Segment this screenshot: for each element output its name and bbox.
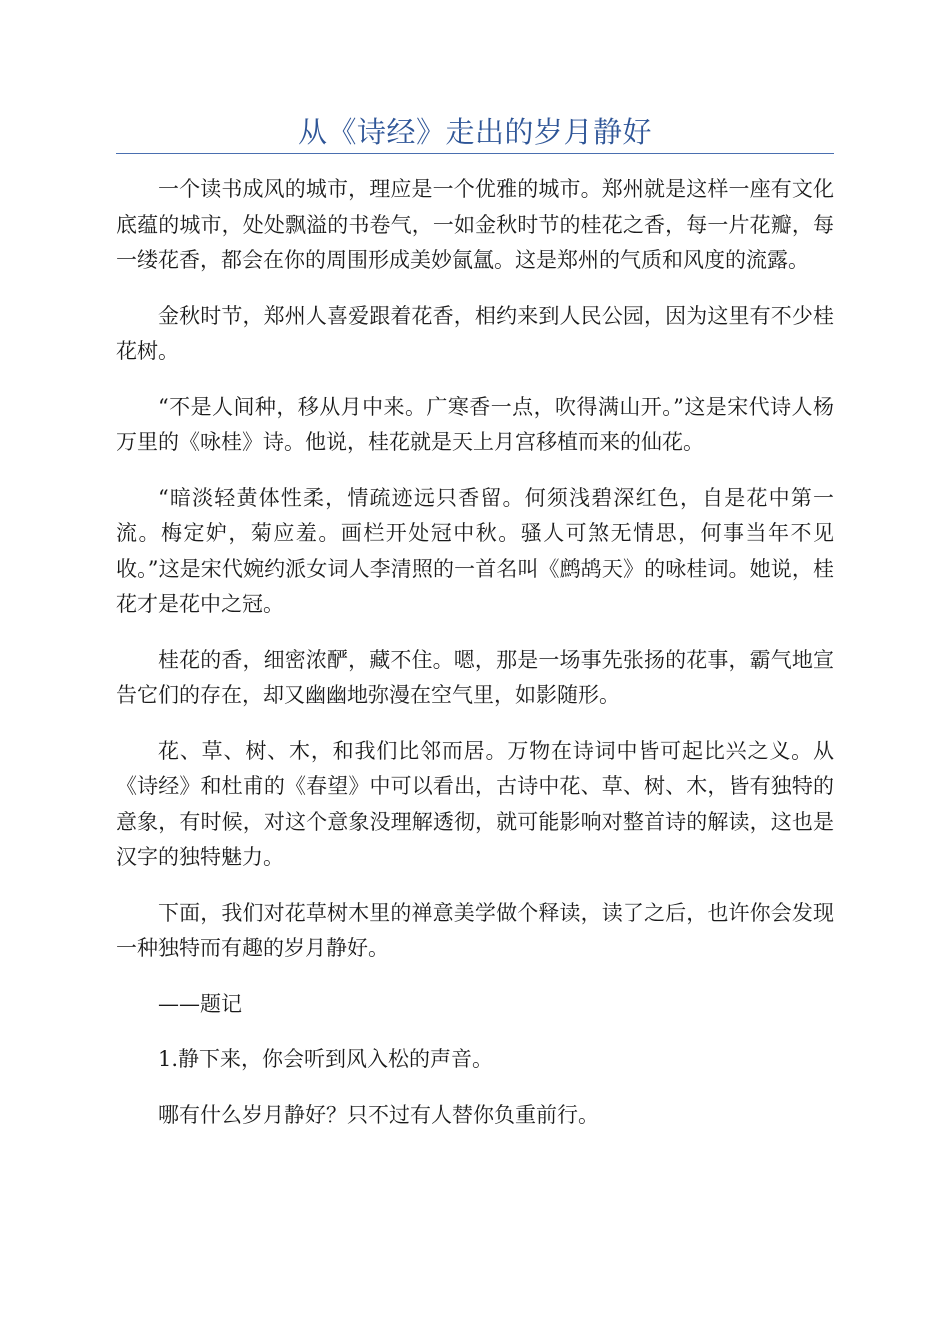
paragraph-6: 花、草、树、木，和我们比邻而居。万物在诗词中皆可起比兴之义。从《诗经》和杜甫的《春望》中可以看出，古诗中花、草、树、木，皆有独特的意象，有时候，对这个意象没理解透彻，就可能影响对整首诗的解读，这也是汉字的独特魅力。 [116, 738, 834, 869]
document-body [116, 172, 834, 1133]
title-underline [116, 153, 834, 154]
paragraph-5: 桂花的香，细密浓酽，藏不住。嗯，那是一场事先张扬的花事，霸气地宣告它们的存在，却又幽幽地弥漫在空气里，如影随形。 [116, 647, 834, 707]
paragraph-2: 金秋时节，郑州人喜爱跟着花香，相约来到人民公园，因为这里有不少桂花树。 [116, 303, 834, 363]
paragraph-1: 一个读书成风的城市，理应是一个优雅的城市。郑州就是这样一座有文化底蕴的城市，处处飘溢的书卷气，一如金秋时节的桂花之香，每一片花瓣，每一缕花香，都会在你的周围形成美妙氤氲。这是郑州的气质和风度的流露。 [116, 177, 834, 272]
paragraph-3: “不是人间种，移从月中来。广寒香一点，吹得满山开。”这是宋代诗人杨万里的《咏桂》诗。他说，桂花就是天上月宫移植而来的仙花。 [116, 394, 834, 454]
paragraph-7: 下面，我们对花草树木里的禅意美学做个释读，读了之后，也许你会发现一种独特而有趣的岁月静好。 [116, 900, 834, 960]
paragraph-4: “暗淡轻黄体性柔，情疏迹远只香留。何须浅碧深红色，自是花中第一流。梅定妒，菊应羞。画栏开处冠中秋。骚人可煞无情思，何事当年不见收。”这是宋代婉约派女词人李清照的一首名叫《鹧鸪天》的咏桂词。她说，桂花才是花中之冠。 [116, 485, 834, 616]
paragraph-8-inscription: ——题记 [158, 991, 242, 1016]
paragraph-10: 哪有什么岁月静好？只不过有人替你负重前行。 [158, 1102, 599, 1127]
paragraph-9-section-heading: 1.静下来，你会听到风入松的声音。 [158, 1047, 494, 1071]
document-title: 从《诗经》走出的岁月静好 [297, 115, 652, 149]
